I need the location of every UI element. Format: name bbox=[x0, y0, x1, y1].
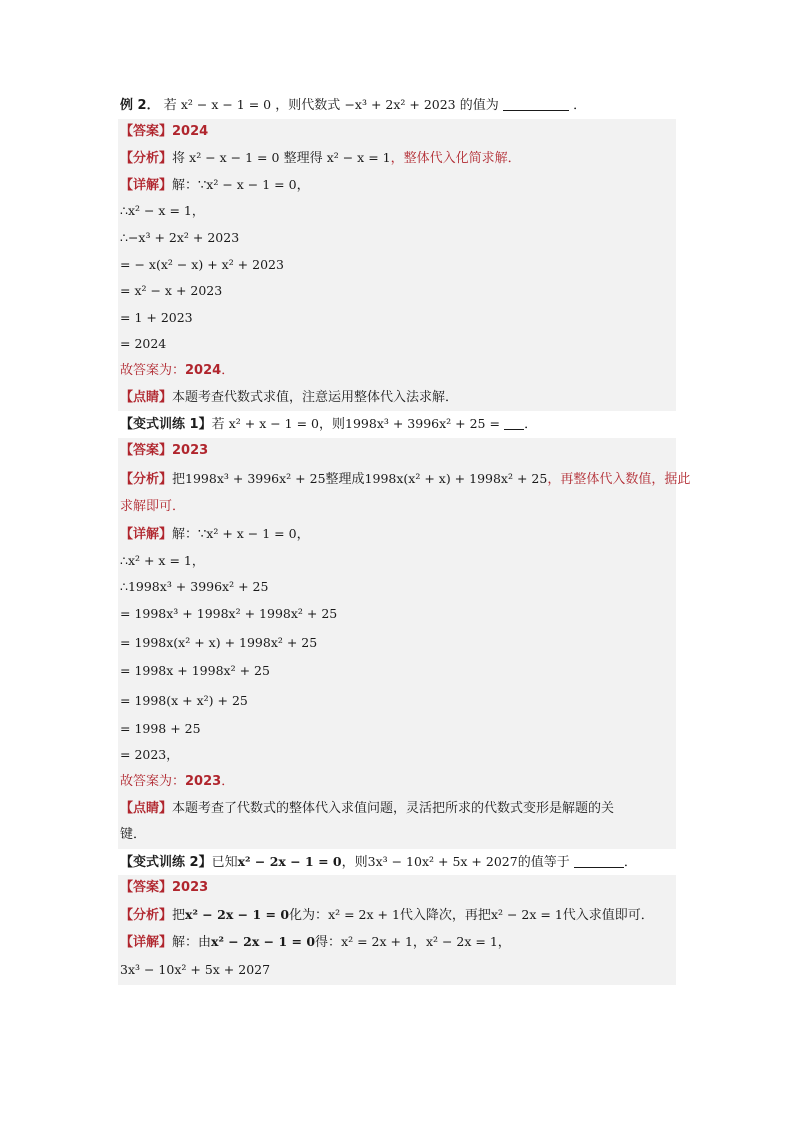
comment-continued: 键． bbox=[120, 827, 147, 843]
step: ∴1998x³ + 3996x² + 25 bbox=[120, 579, 269, 595]
answer-blank bbox=[504, 415, 524, 430]
answer-line: 【答案】2024 bbox=[120, 123, 209, 139]
analysis-line: 【分析】把x² − 2x − 1 = 0化为：x² = 2x + 1代入降次，再把x² − 2x = 1代入求值即可． bbox=[120, 907, 654, 924]
step: = 2023， bbox=[120, 747, 179, 763]
comment-line: 【点睛】本题考查代数式求值，注意运用整体代入法求解． bbox=[120, 389, 459, 405]
training-2-question: 【变式训练 2】已知x² − 2x − 1 = 0，则3x³ − 10x² + 5x + 2027的值等于 ． bbox=[118, 849, 676, 876]
example-label: 例 2． bbox=[120, 98, 160, 113]
result-line: 故答案为：2023． bbox=[120, 774, 235, 790]
detail-line: 【详解】解：∵x² + x − 1 = 0， bbox=[120, 525, 310, 542]
step: = 1998(x + x²) + 25 bbox=[120, 692, 248, 708]
step: ∴x² + x = 1， bbox=[120, 552, 205, 568]
detail-line: 【详解】解：由x² − 2x − 1 = 0得：x² = 2x + 1，x² − 2x = 1， bbox=[120, 933, 511, 950]
training-1-solution bbox=[118, 438, 691, 849]
analysis-line: 【分析】把1998x³ + 3996x² + 25整理成1998x(x² + x) + 1998x² + 25，再整体代入数值，据此 bbox=[120, 471, 691, 488]
step: = 1998x + 1998x² + 25 bbox=[120, 663, 270, 679]
detail-line: 【详解】解：∵x² − x − 1 = 0， bbox=[120, 176, 310, 193]
step: = 1 + 2023 bbox=[120, 309, 193, 325]
step: = − x(x² − x) + x² + 2023 bbox=[120, 256, 284, 272]
training-label: 【变式训练 2】 bbox=[120, 854, 212, 870]
example-2-solution bbox=[118, 119, 676, 412]
result-line: 故答案为：2024． bbox=[120, 362, 235, 378]
document-page bbox=[118, 92, 691, 985]
step: = 2024 bbox=[120, 336, 167, 352]
training-2-solution bbox=[118, 875, 676, 985]
step: = x² − x + 2023 bbox=[120, 283, 223, 299]
answer-blank bbox=[574, 853, 624, 868]
answer-line: 【答案】2023 bbox=[120, 880, 209, 896]
analysis-line: 【分析】将 x² − x − 1 = 0 整理得 x² − x = 1，整体代入化简求解． bbox=[120, 150, 521, 167]
step: ∴−x³ + 2x² + 2023 bbox=[120, 229, 240, 245]
step: = 1998x³ + 1998x² + 1998x² + 25 bbox=[120, 605, 338, 621]
analysis-continued: 求解即可． bbox=[120, 499, 186, 515]
step: = 1998 + 25 bbox=[120, 720, 201, 736]
answer-line: 【答案】2023 bbox=[120, 442, 209, 458]
training-1-question: 【变式训练 1】若 x² + x − 1 = 0，则1998x³ + 3996x² + 25 = ． bbox=[118, 411, 676, 438]
training-label: 【变式训练 1】 bbox=[120, 417, 212, 433]
step: 3x³ − 10x² + 5x + 2027 bbox=[120, 962, 271, 978]
step: = 1998x(x² + x) + 1998x² + 25 bbox=[120, 635, 318, 651]
step: ∴x² − x = 1， bbox=[120, 203, 205, 219]
answer-blank bbox=[503, 96, 569, 111]
comment-line: 【点睛】本题考查了代数式的整体代入求值问题，灵活把所求的代数式变形是解题的关 bbox=[120, 800, 615, 816]
example-2-question: 例 2． 若 x² − x − 1 = 0 ，则代数式 −x³ + 2x² + 2023 的值为 ． bbox=[118, 92, 676, 119]
